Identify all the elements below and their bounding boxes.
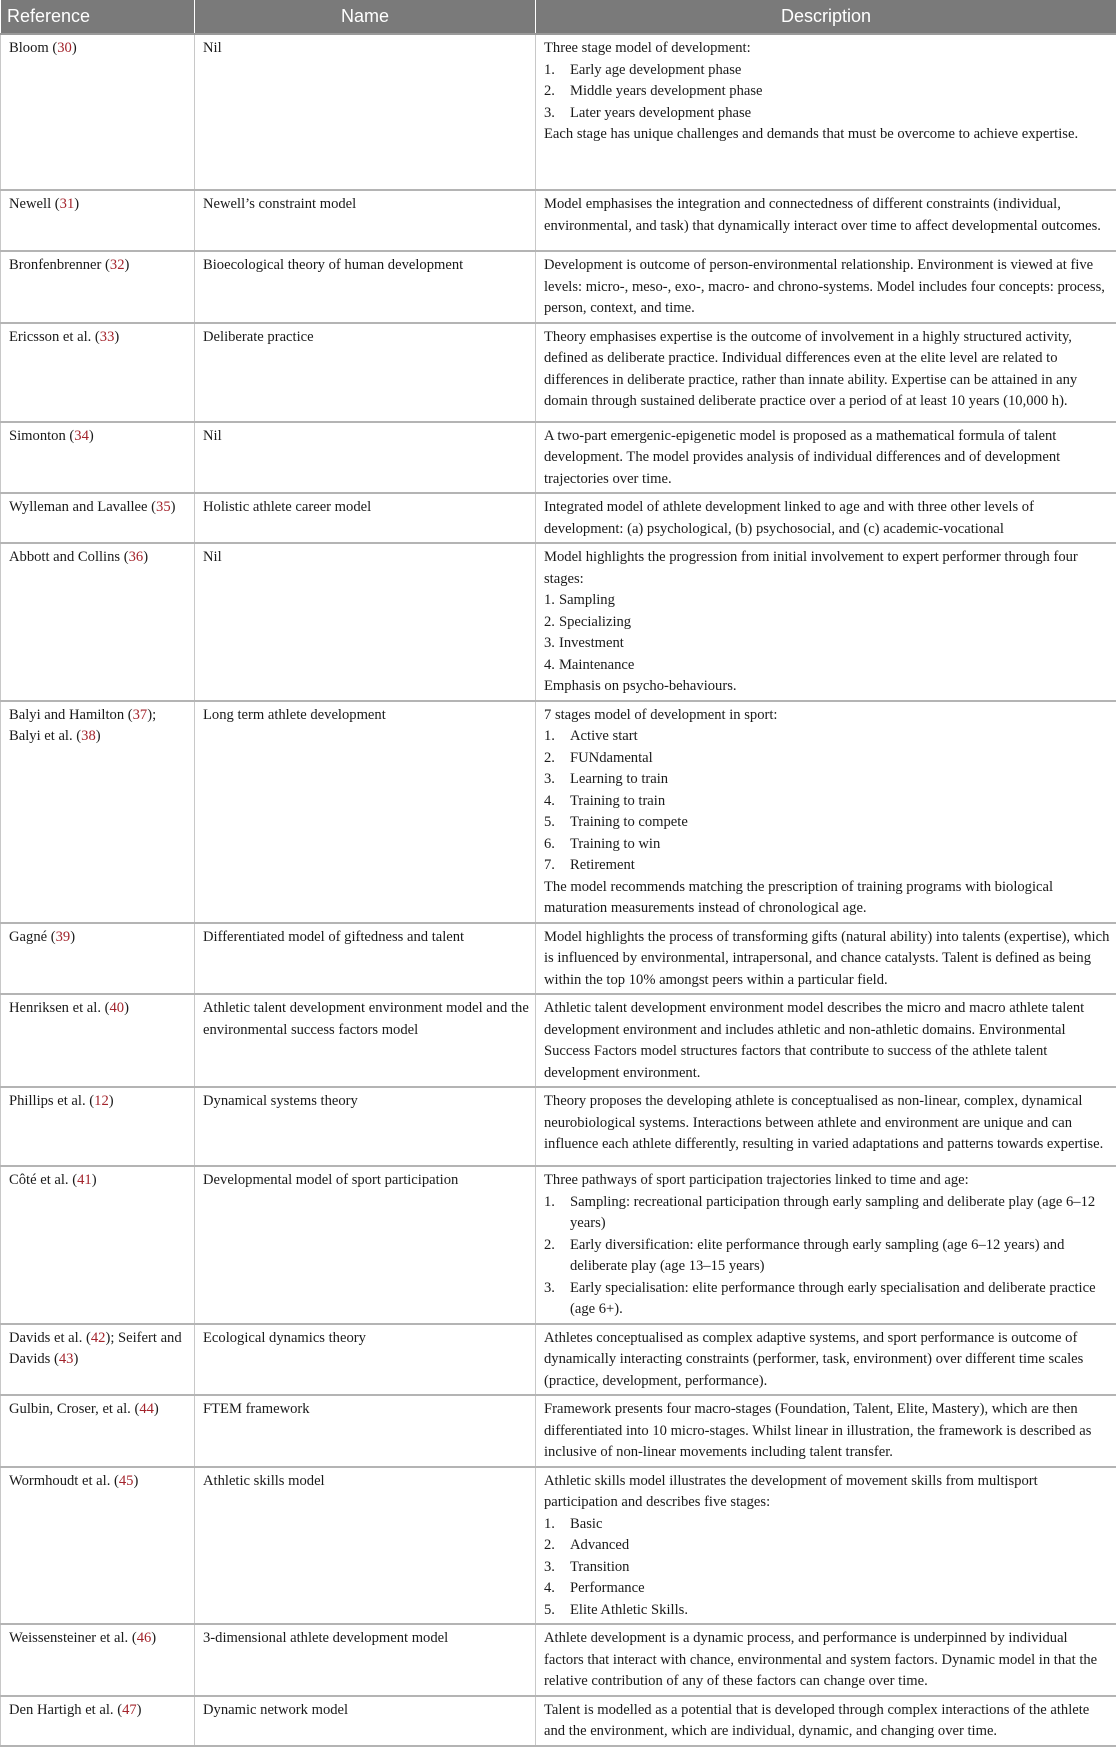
citation-link[interactable]: 37 <box>133 707 148 723</box>
name-cell <box>195 422 536 494</box>
description-text: 7 stages model of development in sport: <box>544 705 1110 727</box>
stage-list <box>544 1514 1110 1622</box>
reference-cell <box>1 1324 195 1396</box>
list-item-text: Performance <box>570 1580 645 1596</box>
list-item <box>544 1535 1110 1557</box>
reference-text: Ericsson et al. ( <box>9 329 100 345</box>
reference-cell <box>1 701 195 923</box>
description-cell <box>536 34 1116 190</box>
reference-text: ) <box>124 1000 129 1016</box>
description-text: Model emphasises the integration and connectedness of different constraints (individual, environmental, and task) that dynamically interact over time to affect developmental outcomes. <box>544 194 1110 237</box>
table-row <box>1 323 1116 422</box>
description-cell <box>536 422 1116 494</box>
citation-link[interactable]: 12 <box>94 1093 109 1109</box>
list-item-number: 3. <box>544 1557 570 1579</box>
table-body <box>1 34 1116 1746</box>
table-row <box>1 34 1116 190</box>
list-item-text: Elite Athletic Skills. <box>570 1602 688 1618</box>
reference-text: ) <box>70 929 75 945</box>
model-name: Deliberate practice <box>203 329 314 345</box>
reference-text: ); Seifert and Davids ( <box>9 1330 182 1368</box>
reference-text: Balyi et al. ( <box>9 728 81 744</box>
list-item-text: FUNdamental <box>570 750 653 766</box>
description-text: Emphasis on psycho-behaviours. <box>544 676 1110 698</box>
description-text: The model recommends matching the prescription of training programs with biological maturation measurements instead of chronological age. <box>544 877 1110 920</box>
list-item-number: 1. <box>544 60 570 82</box>
name-cell <box>195 34 536 190</box>
model-name: Nil <box>203 549 222 565</box>
reference-text: Wylleman and Lavallee ( <box>9 499 156 515</box>
list-item-number: 4. <box>544 791 570 813</box>
reference-cell <box>1 1467 195 1625</box>
reference-text: Davids et al. ( <box>9 1330 91 1346</box>
list-item-text: Sampling <box>559 592 615 608</box>
reference-text: Gagné ( <box>9 929 56 945</box>
reference-text: ) <box>154 1401 159 1417</box>
model-name: Nil <box>203 40 222 56</box>
list-item <box>544 1578 1110 1600</box>
list-item <box>544 748 1110 770</box>
reference-text: Weissensteiner et al. ( <box>9 1630 137 1646</box>
list-item <box>544 791 1110 813</box>
description-text: Model highlights the process of transforming gifts (natural ability) into talents (expertise), which is influenced by environmental, intrapersonal, and chance catalysts. Talent is defined as being within the top 10% amongst peers within a particular field. <box>544 927 1110 992</box>
table-row <box>1 251 1116 323</box>
name-cell <box>195 994 536 1087</box>
model-name: FTEM framework <box>203 1401 310 1417</box>
description-cell <box>536 1087 1116 1166</box>
citation-link[interactable]: 36 <box>129 549 144 565</box>
description-cell <box>536 251 1116 323</box>
reference-text: ) <box>133 1473 138 1489</box>
reference-text: Henriksen et al. ( <box>9 1000 110 1016</box>
citation-link[interactable]: 46 <box>137 1630 152 1646</box>
table-row <box>1 1467 1116 1625</box>
list-item-number: 3. <box>544 635 555 651</box>
citation-link[interactable]: 31 <box>60 196 75 212</box>
reference-text: Simonton ( <box>9 428 74 444</box>
list-item-text: Training to train <box>570 793 665 809</box>
list-item <box>544 1557 1110 1579</box>
list-item <box>544 855 1110 877</box>
citation-link[interactable]: 33 <box>100 329 115 345</box>
description-text: Model highlights the progression from initial involvement to expert performer through four stages: <box>544 547 1110 590</box>
description-text: Integrated model of athlete development linked to age and with three other levels of development: (a) psychological, (b) psychosocial, and (c) academic-vocational <box>544 497 1110 540</box>
description-cell <box>536 994 1116 1087</box>
reference-cell <box>1 251 195 323</box>
reference-cell <box>1 493 195 543</box>
description-text: Each stage has unique challenges and demands that must be overcome to achieve expertise. <box>544 124 1110 146</box>
list-item <box>544 1514 1110 1536</box>
list-item-text: Basic <box>570 1516 602 1532</box>
citation-link[interactable]: 35 <box>156 499 171 515</box>
list-item <box>544 1192 1110 1235</box>
list-item <box>544 103 1110 125</box>
list-item-text: Later years development phase <box>570 105 751 121</box>
name-cell <box>195 1624 536 1696</box>
list-item-number: 2. <box>544 748 570 770</box>
reference-cell <box>1 1696 195 1746</box>
header-row <box>1 0 1116 34</box>
citation-link[interactable]: 44 <box>139 1401 154 1417</box>
reference-text: ) <box>89 428 94 444</box>
description-text: Theory proposes the developing athlete is conceptualised as non-linear, complex, dynamical neurobiological systems. Interactions between athlete and environment are unique and can influence each athlete differently, resulting in varied adaptations and patterns towards expertise. <box>544 1091 1110 1156</box>
citation-link[interactable]: 42 <box>91 1330 106 1346</box>
model-name: Athletic talent development environment model and the environmental success factors model <box>203 1000 529 1038</box>
reference-cell <box>1 1166 195 1324</box>
col-header-description: Description <box>536 0 1116 34</box>
table-row <box>1 701 1116 923</box>
reference-text: ) <box>143 549 148 565</box>
description-cell <box>536 1395 1116 1467</box>
table-row <box>1 190 1116 251</box>
list-item <box>544 633 1110 655</box>
reference-cell <box>1 543 195 701</box>
model-name: 3-dimensional athlete development model <box>203 1630 448 1646</box>
list-item-text: Learning to train <box>570 771 668 787</box>
model-name: Newell’s constraint model <box>203 196 356 212</box>
description-cell <box>536 923 1116 995</box>
model-name: Dynamic network model <box>203 1702 348 1718</box>
description-text: Athletic talent development environment model describes the micro and macro athlete talent development environment and includes athletic and non-athletic domains. Environmental Success Factors model structures factors that contribute to success of the athlete talent development environment. <box>544 998 1110 1084</box>
list-item-number: 2. <box>544 1235 570 1257</box>
reference-text: ) <box>171 499 176 515</box>
list-item-text: Transition <box>570 1559 629 1575</box>
table-row <box>1 1624 1116 1696</box>
name-cell <box>195 1395 536 1467</box>
reference-cell <box>1 323 195 422</box>
stage-list <box>544 726 1110 877</box>
name-cell <box>195 1696 536 1746</box>
reference-cell <box>1 994 195 1087</box>
reference-text: ) <box>73 1351 78 1367</box>
reference-cell <box>1 1087 195 1166</box>
description-cell <box>536 1624 1116 1696</box>
table-row <box>1 422 1116 494</box>
stage-list <box>544 60 1110 125</box>
list-item <box>544 1600 1110 1622</box>
list-item <box>544 769 1110 791</box>
list-item <box>544 834 1110 856</box>
model-name: Bioecological theory of human development <box>203 257 463 273</box>
list-item-text: Early specialisation: elite performance through early specialisation and deliberate practice (age 6+). <box>570 1280 1096 1318</box>
citation-link[interactable]: 38 <box>81 728 96 744</box>
name-cell <box>195 1087 536 1166</box>
stage-list <box>544 590 1110 676</box>
description-cell <box>536 190 1116 251</box>
description-cell <box>536 1324 1116 1396</box>
list-item-number: 1. <box>544 592 555 608</box>
list-item-text: Training to win <box>570 836 660 852</box>
table-row <box>1 994 1116 1087</box>
description-cell <box>536 493 1116 543</box>
description-text: Development is outcome of person-environmental relationship. Environment is viewed at five levels: micro-, meso-, exo-, macro- and chrono-systems. Model includes four concepts: process, person, context, and time. <box>544 255 1110 320</box>
description-cell <box>536 701 1116 923</box>
reference-text: ) <box>96 728 101 744</box>
list-item-text: Middle years development phase <box>570 83 763 99</box>
name-cell <box>195 190 536 251</box>
reference-text: Bloom ( <box>9 40 57 56</box>
list-item <box>544 60 1110 82</box>
reference-text: ) <box>125 257 130 273</box>
table-row <box>1 1166 1116 1324</box>
list-item-number: 4. <box>544 1578 570 1600</box>
list-item-number: 1. <box>544 1514 570 1536</box>
list-item-text: Sampling: recreational participation through early sampling and deliberate play (age 6–12 years) <box>570 1194 1095 1232</box>
stage-list <box>544 1192 1110 1321</box>
citation-link[interactable]: 47 <box>122 1702 137 1718</box>
model-name: Ecological dynamics theory <box>203 1330 366 1346</box>
description-cell <box>536 1467 1116 1625</box>
citation-link[interactable]: 45 <box>119 1473 134 1489</box>
name-cell <box>195 1324 536 1396</box>
list-item-number: 5. <box>544 1600 570 1622</box>
citation-link[interactable]: 41 <box>77 1172 92 1188</box>
name-cell <box>195 251 536 323</box>
name-cell <box>195 1166 536 1324</box>
reference-text: Den Hartigh et al. ( <box>9 1702 122 1718</box>
model-name: Long term athlete development <box>203 707 386 723</box>
model-name: Holistic athlete career model <box>203 499 371 515</box>
list-item-text: Training to compete <box>570 814 688 830</box>
table-row <box>1 543 1116 701</box>
reference-text: ) <box>137 1702 142 1718</box>
list-item-text: Active start <box>570 728 638 744</box>
reference-cell <box>1 1395 195 1467</box>
list-item <box>544 1278 1110 1321</box>
list-item-text: Early diversification: elite performance through early sampling (age 6–12 years) and deliberate play (age 13–15 years) <box>570 1237 1064 1275</box>
description-text: Athletic skills model illustrates the development of movement skills from multisport participation and describes five stages: <box>544 1471 1110 1514</box>
list-item-number: 3. <box>544 103 570 125</box>
description-cell <box>536 543 1116 701</box>
list-item-number: 1. <box>544 1192 570 1214</box>
reference-text: Wormhoudt et al. ( <box>9 1473 119 1489</box>
col-header-name: Name <box>195 0 536 34</box>
list-item-text: Retirement <box>570 857 635 873</box>
description-text: Three pathways of sport participation trajectories linked to time and age: <box>544 1170 1110 1192</box>
list-item <box>544 1235 1110 1278</box>
citation-link[interactable]: 40 <box>110 1000 125 1016</box>
table-row <box>1 1087 1116 1166</box>
list-item-number: 1. <box>544 726 570 748</box>
citation-link[interactable]: 30 <box>57 40 72 56</box>
list-item-number: 2. <box>544 614 555 630</box>
list-item-number: 2. <box>544 81 570 103</box>
reference-cell <box>1 1624 195 1696</box>
list-item <box>544 590 1110 612</box>
name-cell <box>195 493 536 543</box>
reference-text: Bronfenbrenner ( <box>9 257 110 273</box>
list-item-number: 5. <box>544 812 570 834</box>
reference-text: ); <box>147 707 156 723</box>
description-text: Framework presents four macro-stages (Foundation, Talent, Elite, Mastery), which are then differentiated into 10 micro-stages. Whilst linear in illustration, the framework is described as inclusive of non-linear movements including talent transfer. <box>544 1399 1110 1464</box>
name-cell <box>195 543 536 701</box>
table-row <box>1 1395 1116 1467</box>
list-item-text: Early age development phase <box>570 62 741 78</box>
table-row <box>1 1324 1116 1396</box>
model-name: Nil <box>203 428 222 444</box>
reference-text: ) <box>74 196 79 212</box>
list-item-text: Specializing <box>559 614 631 630</box>
list-item <box>544 612 1110 634</box>
list-item <box>544 81 1110 103</box>
list-item <box>544 655 1110 677</box>
reference-text: Newell ( <box>9 196 60 212</box>
list-item-number: 2. <box>544 1535 570 1557</box>
citation-link[interactable]: 39 <box>56 929 71 945</box>
description-text: Theory emphasises expertise is the outcome of involvement in a highly structured activity, defined as deliberate practice. Individual differences even at the elite level are related to differences in deliberate practice, rather than innate ability. Expertise can be attained in any domain through sustained deliberate practice over a period of at least 10 years (10,000 h). <box>544 327 1110 413</box>
list-item-number: 4. <box>544 657 555 673</box>
reference-cell <box>1 190 195 251</box>
citation-link[interactable]: 43 <box>59 1351 74 1367</box>
description-text: A two-part emergenic-epigenetic model is proposed as a mathematical formula of talent development. The model provides analysis of individual differences and of development trajectories over time. <box>544 426 1110 491</box>
model-name: Differentiated model of giftedness and talent <box>203 929 464 945</box>
name-cell <box>195 923 536 995</box>
description-text: Athletes conceptualised as complex adaptive systems, and sport performance is outcome of dynamically interacting constraints (performer, task, environment) over different time scales (practice, development, performance). <box>544 1328 1110 1393</box>
table-row <box>1 1696 1116 1746</box>
reference-text: Abbott and Collins ( <box>9 549 129 565</box>
description-text: Three stage model of development: <box>544 38 1110 60</box>
model-name: Athletic skills model <box>203 1473 325 1489</box>
citation-link[interactable]: 32 <box>110 257 125 273</box>
citation-link[interactable]: 34 <box>74 428 89 444</box>
reference-cell <box>1 923 195 995</box>
reference-cell <box>1 34 195 190</box>
list-item-text: Advanced <box>570 1537 629 1553</box>
description-text: Athlete development is a dynamic process, and performance is underpinned by individual factors that interact with chance, environmental and system factors. Dynamic model in that the relative contribution of any of these factors can change over time. <box>544 1628 1110 1693</box>
list-item-number: 7. <box>544 855 570 877</box>
model-name: Dynamical systems theory <box>203 1093 358 1109</box>
reference-text: ) <box>151 1630 156 1646</box>
table-row <box>1 493 1116 543</box>
description-cell <box>536 1166 1116 1324</box>
name-cell <box>195 323 536 422</box>
reference-text: Balyi and Hamilton ( <box>9 707 133 723</box>
list-item <box>544 812 1110 834</box>
table-row <box>1 923 1116 995</box>
reference-text: ) <box>92 1172 97 1188</box>
list-item-text: Maintenance <box>559 657 634 673</box>
description-cell <box>536 323 1116 422</box>
description-cell <box>536 1696 1116 1746</box>
model-name: Developmental model of sport participation <box>203 1172 458 1188</box>
list-item-number: 3. <box>544 769 570 791</box>
list-item-number: 3. <box>544 1278 570 1300</box>
name-cell <box>195 701 536 923</box>
reference-text: Côté et al. ( <box>9 1172 77 1188</box>
reference-cell <box>1 422 195 494</box>
list-item-number: 6. <box>544 834 570 856</box>
reference-text: Phillips et al. ( <box>9 1093 94 1109</box>
col-header-reference: Reference <box>1 0 195 34</box>
reference-text: ) <box>72 40 77 56</box>
name-cell <box>195 1467 536 1625</box>
list-item-text: Investment <box>559 635 624 651</box>
reference-text: Gulbin, Croser, et al. ( <box>9 1401 139 1417</box>
reference-text: ) <box>109 1093 114 1109</box>
reference-text: ) <box>114 329 119 345</box>
description-text: Talent is modelled as a potential that is developed through complex interactions of the athlete and the environment, which are individual, dynamic, and changing over time. <box>544 1700 1110 1743</box>
list-item <box>544 726 1110 748</box>
